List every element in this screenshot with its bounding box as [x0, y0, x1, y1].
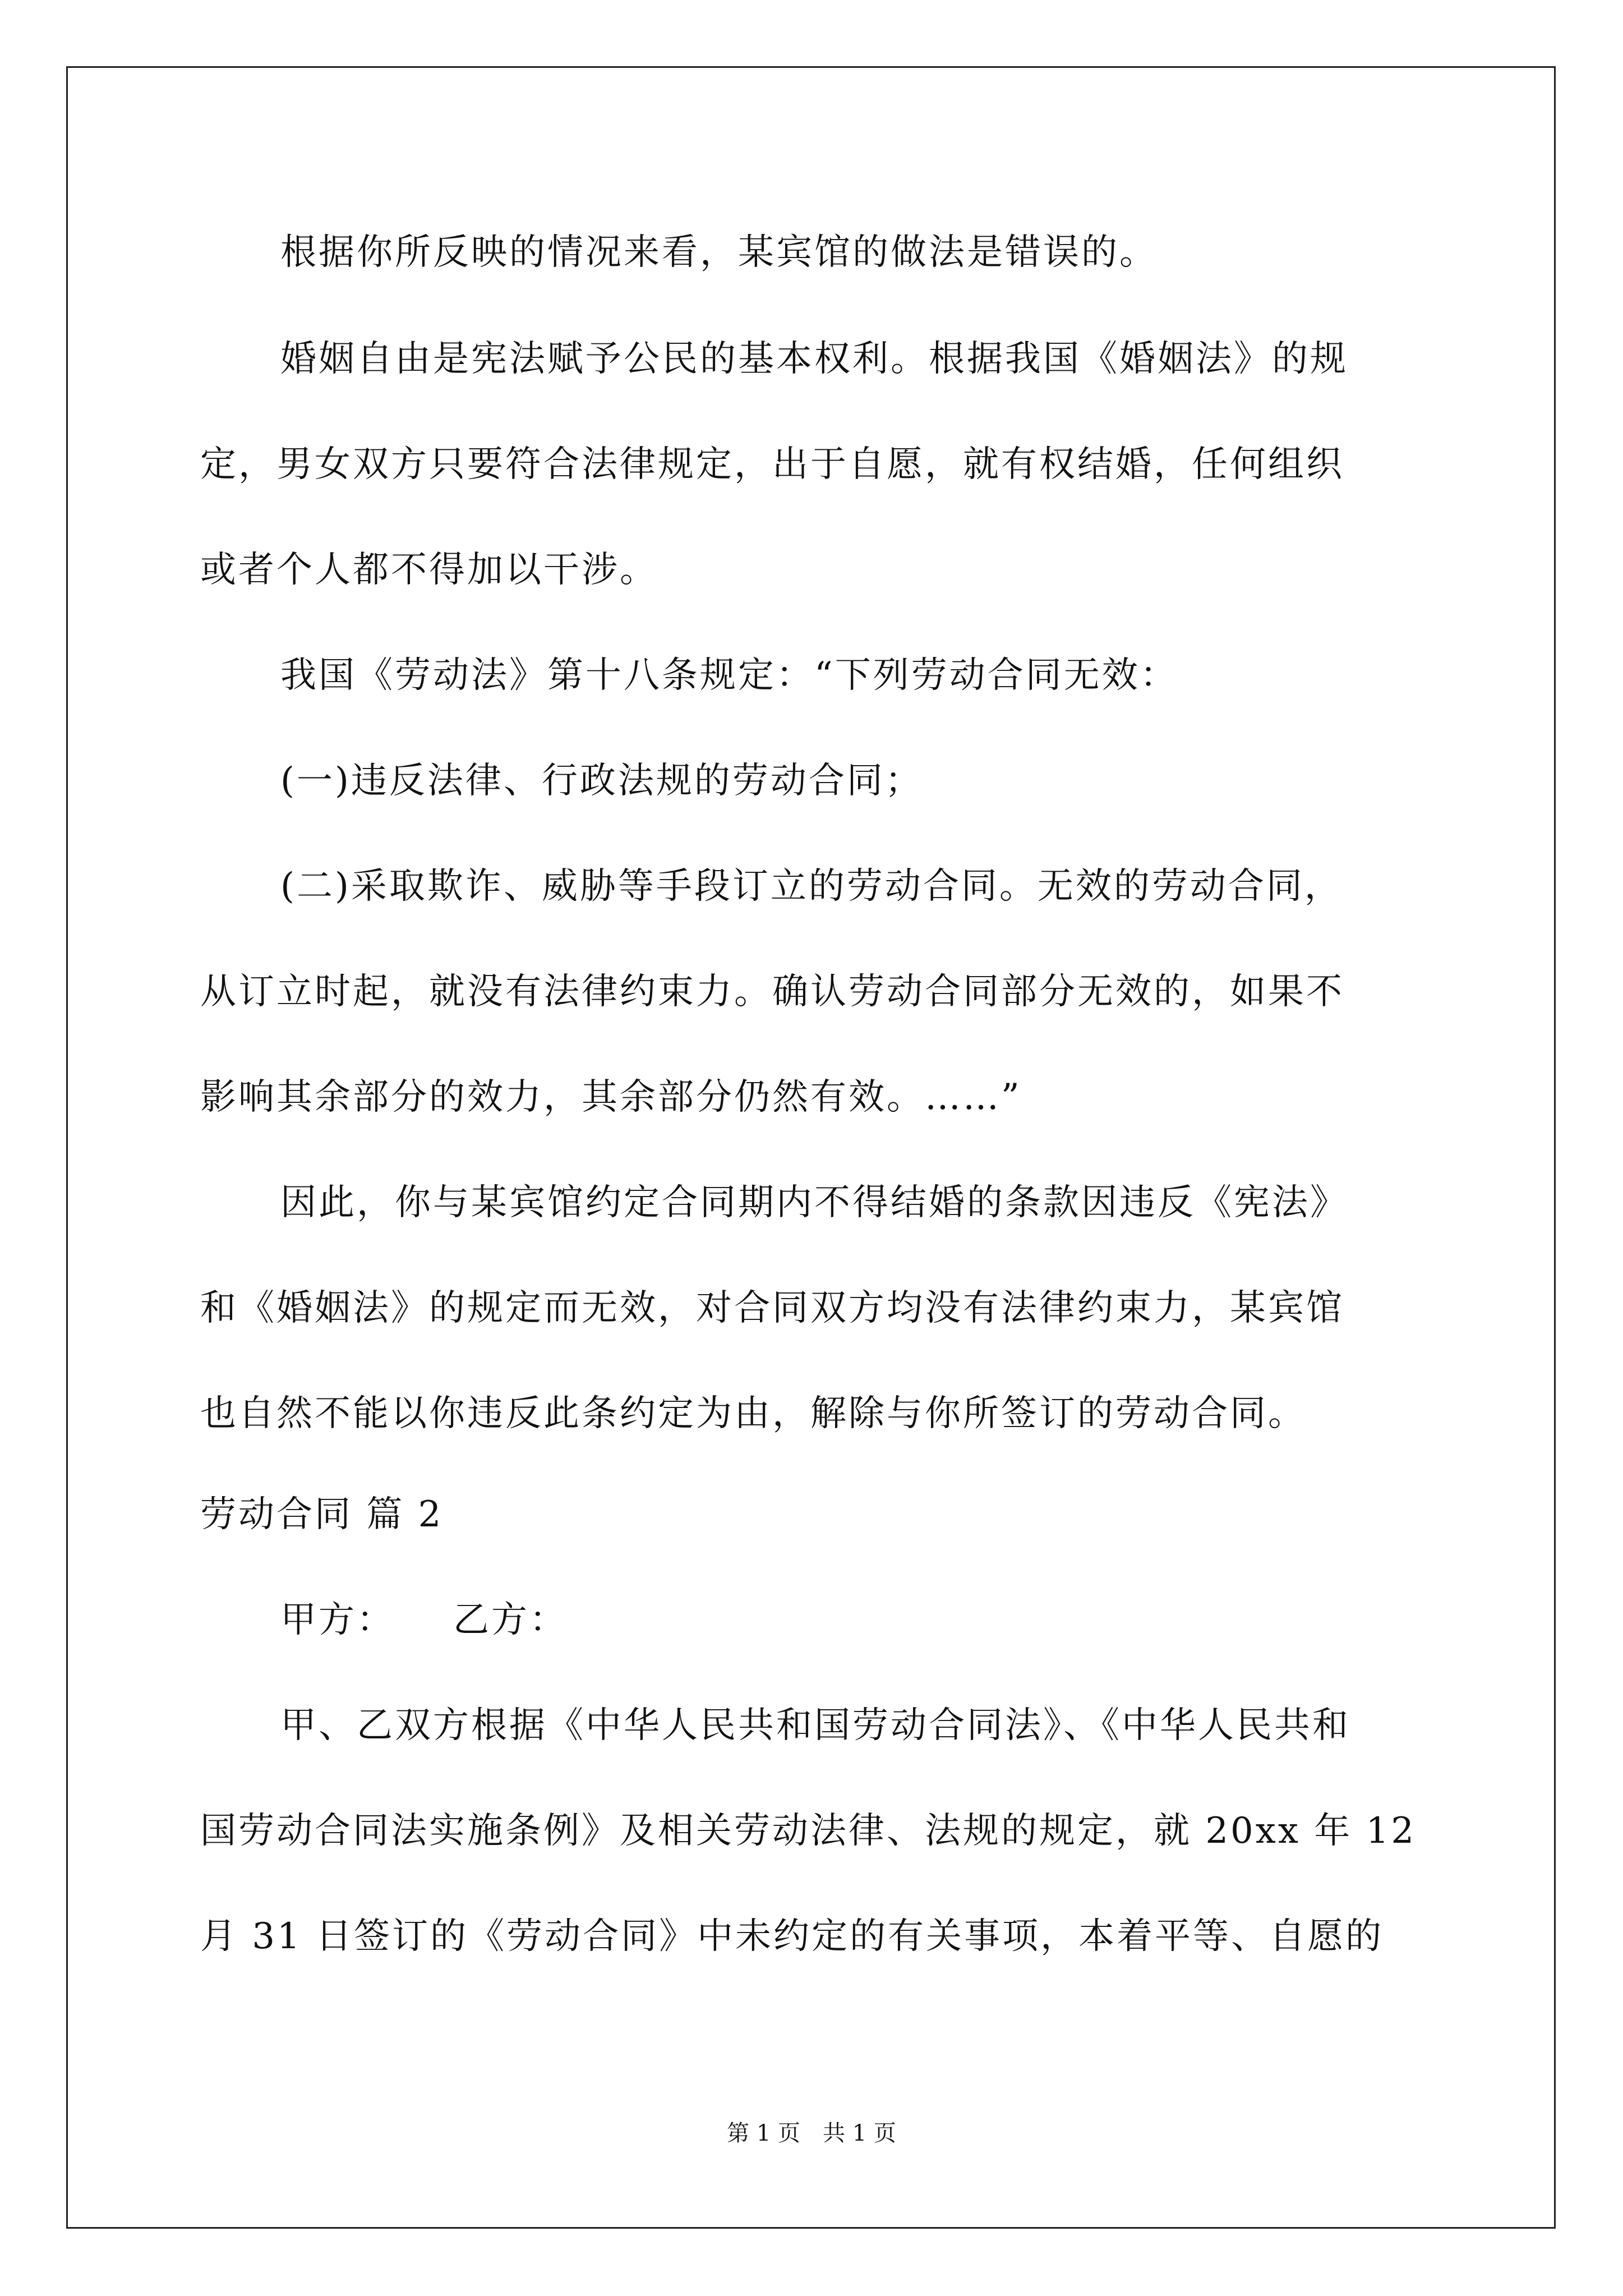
party-line: 甲方： 乙方： [280, 1599, 568, 1641]
page-border [66, 66, 1556, 2229]
paragraph-line: 也自然不能以你违反此条约定为由，解除与你所签订的劳动合同。 [200, 1393, 1306, 1434]
paragraph-line: 我国《劳动法》第十八条规定：“下列劳动合同无效： [280, 655, 1178, 696]
paragraph-line: 或者个人都不得加以干涉。 [200, 549, 658, 591]
paragraph-line: 月 31 日签订的《劳动合同》中未约定的有关事项，本着平等、自愿的 [200, 1916, 1384, 1957]
paragraph-line: 甲、乙双方根据《中华人民共和国劳动合同法》、《中华人民共和 [280, 1705, 1350, 1746]
paragraph-line: 婚姻自由是宪法赋予公民的基本权利。根据我国《婚姻法》的规 [280, 338, 1348, 380]
paragraph-line: (一)违反法律、行政法规的劳动合同； [280, 760, 923, 802]
paragraph-line: 定，男女双方只要符合法律规定，出于自愿，就有权结婚，任何组织 [200, 444, 1344, 485]
paragraph-line: 和《婚姻法》的规定而无效，对合同双方均没有法律约束力，某宾馆 [200, 1287, 1344, 1329]
page-total: 共 1 页 [823, 2120, 896, 2146]
paragraph-line: (二)采取欺诈、威胁等手段订立的劳动合同。无效的劳动合同， [280, 866, 1343, 907]
paragraph-line: 从订立时起，就没有法律约束力。确认劳动合同部分无效的，如果不 [200, 971, 1344, 1013]
paragraph-line: 影响其余部分的效力，其余部分仍然有效。……” [200, 1076, 1022, 1118]
page-number: 第 1 页 [727, 2120, 800, 2146]
section-heading: 劳动合同 篇 2 [200, 1494, 444, 1535]
paragraph-line: 因此，你与某宾馆约定合同期内不得结婚的条款因违反《宪法》 [280, 1182, 1348, 1223]
paragraph-line: 国劳动合同法实施条例》及相关劳动法律、法规的规定，就 20xx 年 12 [200, 1810, 1417, 1852]
page-footer [0, 2119, 1623, 2147]
paragraph-line: 根据你所反映的情况来看，某宾馆的做法是错误的。 [280, 232, 1158, 273]
